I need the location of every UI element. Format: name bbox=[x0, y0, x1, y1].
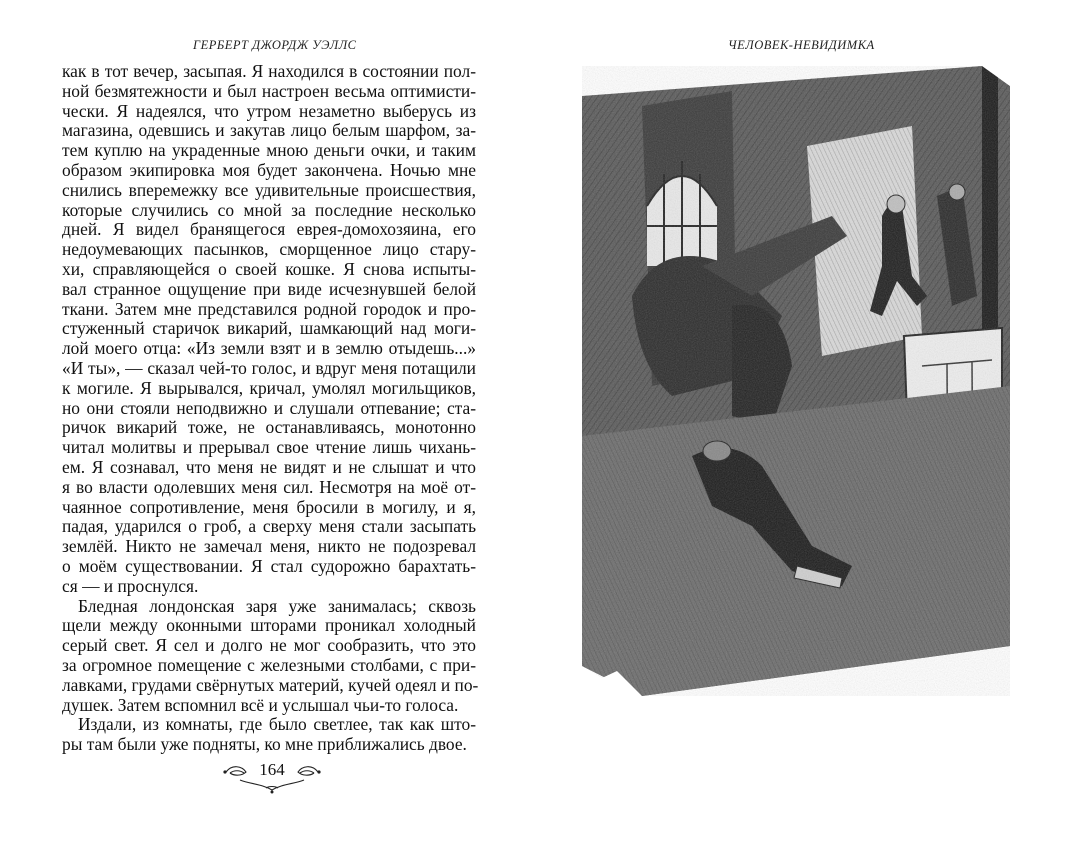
text-line: о моём существовании. Я стал судорожно барахтать- bbox=[62, 555, 476, 576]
text-line: падая, ударился о гроб, а сверху меня стали засыпать bbox=[62, 516, 476, 537]
text-line: недоумевающих пасынков, сморщенное лицо стару- bbox=[62, 239, 476, 260]
text-line: как в тот вечер, засыпая. Я находился в состоянии пол- bbox=[62, 61, 476, 81]
text-line: снились вперемежку все удивительные происшествия, bbox=[62, 179, 476, 200]
text-line: я во власти одолевших меня сил. Несмотря на моё от- bbox=[62, 476, 476, 497]
text-line: за огромное помещение с железными столбами, с при- bbox=[62, 654, 476, 675]
text-line: землёй. Никто не замечал меня, никто не подозревал bbox=[62, 536, 476, 557]
text-line: образом экипировка моя будет закончена. Ночью мне bbox=[62, 159, 476, 180]
text-line: ся — и проснулся. bbox=[62, 575, 199, 596]
page-footer bbox=[222, 760, 322, 796]
text-line: Издали, из комнаты, где было светлее, так как што- bbox=[78, 714, 476, 735]
text-line: магазина, одевшись и закутав лицо белым шарфом, за- bbox=[62, 120, 476, 141]
illustration-invisible-man-scene bbox=[582, 66, 1010, 696]
text-line: Бледная лондонская заря уже занималась; сквозь bbox=[78, 595, 476, 616]
text-line: к могиле. Я вырывался, кричал, умолял могильщиков, bbox=[62, 377, 476, 398]
text-line: чески. Я надеялся, что утром незаметно выберусь из bbox=[62, 100, 476, 121]
text-line: ры там были уже подняты, ко мне приближались двое. bbox=[62, 734, 467, 755]
text-line: серый свет. Я сел и долго не мог сообразить, что это bbox=[62, 635, 476, 656]
text-line: ем. Я сознавал, что меня не видят и не слышат и что bbox=[62, 456, 476, 477]
text-line: тем куплю на украденные мною деньги очки, и таким bbox=[62, 140, 476, 161]
right-running-head: ЧЕЛОВЕК-НЕВИДИМКА bbox=[728, 38, 875, 52]
text-line: чаянное сопротивление, меня бросили в могилу, и я, bbox=[62, 496, 476, 517]
text-line: которые случились со мной за последние несколько bbox=[62, 199, 476, 220]
text-line: ричок викарий тоже, не останавливаясь, монотонно bbox=[62, 417, 476, 438]
text-line: стуженный старичок викарий, шамкающий над моги- bbox=[62, 318, 476, 339]
text-line: «И ты», — сказал чей-то голос, и вдруг меня потащили bbox=[62, 357, 476, 378]
text-line: душек. Затем вспомнил всё и услышал чьи-то голоса. bbox=[62, 694, 459, 715]
text-line: читал молитвы и прерывал свое чтение лишь чихань- bbox=[62, 437, 476, 458]
text-line: ткани. Затем мне представился родной городок и про- bbox=[62, 298, 476, 319]
left-running-head: ГЕРБЕРТ ДЖОРДЖ УЭЛЛС bbox=[193, 38, 357, 52]
text-line: щели между оконными шторами проникал холодный bbox=[62, 615, 476, 636]
text-line: лой моего отца: «Из земли взят и в землю отыдешь...» bbox=[62, 338, 476, 359]
text-line: хи, справляющейся о своей кошке. Я снова испыты- bbox=[62, 258, 476, 279]
text-line: лавками, грудами свёрнутых материй, кучей одеял и по- bbox=[62, 674, 479, 695]
text-line: но они стояли неподвижно и слушали отпевание; ста- bbox=[62, 397, 476, 418]
text-line: вал странное ощущение при виде исчезнувшей белой bbox=[62, 278, 476, 299]
text-line: дней. Я видел бранящегося еврея-домохозяина, его bbox=[62, 219, 476, 240]
page-number: 164 bbox=[259, 760, 285, 779]
body-text bbox=[62, 61, 479, 755]
text-line: ной безмятежности и был настроен весьма оптимисти- bbox=[62, 80, 476, 101]
